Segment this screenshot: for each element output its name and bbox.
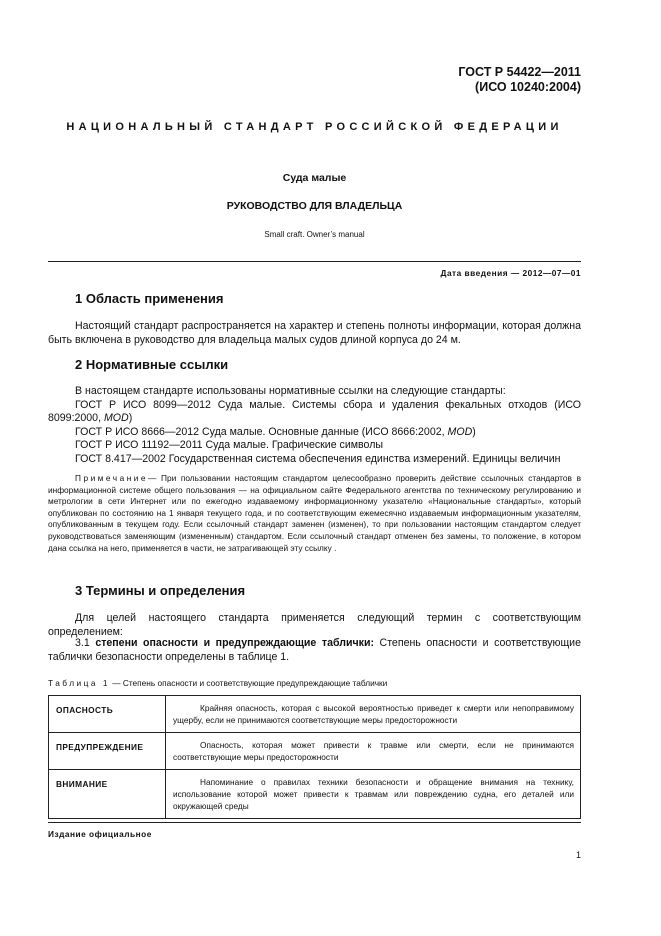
note-text: — При пользовании настоящим стандартом целесообразно проверить действие ссылочных стандартов в информационной системе общего пользования — на официальном сайте Федерального агентства по техническому регулированию и метрологии в сети Интернет или по ежегодно издаваемому информационному указателю «Национальные стандарты», который опубликован по состоянию на 1 января текущего года, и по соответствующим ежемесячно издаваемым информационным указателям, опубликованным в текущем году. Если ссылочный стандарт заменен (изменен), то при пользовании настоящим стандартом следует руководствоваться заменяющим (измененным) стандартом. Если ссылочный стандарт отменен без замены, то положение, в котором дана ссылка на него, применяется в части, не затрагивающей эту ссылку . — [48, 473, 581, 553]
intro-date: Дата введения — 2012—07—01 — [440, 268, 581, 278]
section-1-text: Настоящий стандарт распространяется на характер и степень полноты информации, которая должна быть включена в руководство для владельца малых судов длиной корпуса до 24 м. — [48, 320, 581, 346]
standard-code — [458, 65, 581, 95]
section-3-heading: 3 Термины и определения — [75, 583, 246, 598]
national-standard-banner: НАЦИОНАЛЬНЫЙ СТАНДАРТ РОССИЙСКОЙ ФЕДЕРАЦИИ — [66, 121, 563, 133]
section-1-heading: 1 Область применения — [75, 291, 224, 306]
hazard-level: ОПАСНОСТЬ — [49, 696, 166, 733]
reference-tail: ) — [128, 412, 133, 425]
reference-tail: ) — [472, 425, 476, 438]
term-definition — [48, 637, 581, 664]
table-caption-text: — Степень опасности и соответствующие предупреждающие таблички — [109, 678, 388, 688]
section-2-heading: 2 Нормативные ссылки — [75, 357, 229, 372]
reference-item — [48, 426, 581, 440]
gost-number: ГОСТ Р 54422—2011 — [458, 65, 581, 79]
hazard-level: ПРЕДУПРЕЖДЕНИЕ — [49, 733, 166, 770]
reference-text: ГОСТ Р ИСО 11192—2011 Суда малые. Графические символы — [75, 439, 383, 452]
reference-text: ГОСТ Р ИСО 8666—2012 Суда малые. Основные данные (ИСО 8666:2002, — [75, 425, 448, 438]
mod-marker: MOD — [447, 425, 473, 438]
hazard-level: ВНИМАНИЕ — [49, 770, 166, 819]
references-intro: В настоящем стандарте использованы нормативные ссылки на следующие стандарты: — [75, 385, 506, 397]
note-label: Примечание — [75, 473, 149, 483]
hazard-description: Напоминание о правилах техники безопасности и обращение внимания на технику, использование которой может привести к травмам или повреждению судна, его деталей или окружающей среды — [166, 770, 581, 819]
reference-text: ГОСТ Р ИСО 8099—2012 Суда малые. Системы сбора и удаления фекальных отходов (ИСО 8099:2000, — [48, 398, 581, 425]
iso-number: (ИСО 10240:2004) — [475, 80, 581, 94]
subject-title: Суда малые — [282, 172, 347, 184]
table-row — [49, 733, 581, 770]
table-caption — [48, 678, 387, 688]
table-row — [49, 696, 581, 733]
note-block — [48, 473, 581, 554]
title-divider — [48, 261, 581, 262]
page-number: 1 — [575, 850, 581, 860]
mod-marker: MOD — [103, 412, 129, 425]
hazard-description: Крайняя опасность, которая с высокой вероятностью приведет к смерти или непоправимому ущербу, если не принимаются соответствующие меры предосторожности — [166, 696, 581, 733]
official-edition: Издание официальное — [48, 829, 152, 839]
footer-divider — [48, 822, 581, 823]
term-text: Степень опасности и соответствующие таблички безопасности определены в таблице 1. — [48, 637, 581, 663]
hazard-table — [48, 695, 581, 819]
section-3-intro: Для целей настоящего стандарта применяется следующий термин с соответствующим определением: — [48, 612, 581, 638]
reference-item — [48, 439, 581, 453]
hazard-description: Опасность, которая может привести к травме или смерти, если не принимаются соответствующие меры предосторожности — [166, 733, 581, 770]
normative-references — [48, 385, 581, 467]
reference-item — [48, 453, 581, 467]
table-row — [49, 770, 581, 819]
term-name: степени опасности и предупреждающие таблички: — [95, 637, 374, 649]
reference-item — [48, 399, 581, 426]
reference-text: ГОСТ 8.417—2002 Государственная система обеспечения единства измерений. Единицы величин — [75, 452, 561, 465]
term-number: 3.1 — [75, 637, 90, 649]
english-title: Small craft. Owner’s manual — [264, 230, 365, 239]
document-title: РУКОВОДСТВО ДЛЯ ВЛАДЕЛЬЦА — [226, 200, 403, 212]
table-label: Таблица 1 — [48, 678, 110, 688]
